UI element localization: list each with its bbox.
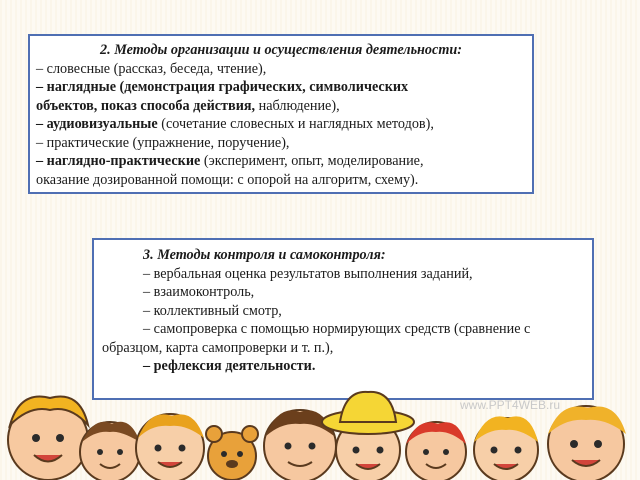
box2-line-mutual-control: – взаимоконтроль, bbox=[143, 284, 255, 300]
teddy-bear bbox=[206, 426, 258, 480]
box2-line-collective-review: – коллективный смотр, bbox=[143, 302, 282, 319]
control-methods-box bbox=[92, 238, 594, 400]
box1-visual-practical-bold: – наглядно-практические bbox=[36, 153, 201, 169]
box1-line-assistance: оказание дозированной помощи: с опорой на алгоритм, схему). bbox=[36, 171, 419, 188]
box1-visual-cont-rest: наблюдение), bbox=[255, 97, 340, 114]
box1-line-audiovisual bbox=[36, 115, 526, 134]
children-illustration bbox=[0, 380, 640, 480]
watermark-text: www.PPT4WEB.ru bbox=[460, 398, 561, 412]
kid-face-2 bbox=[80, 422, 140, 480]
box1-line-verbal: – словесные (рассказ, беседа, чтение), bbox=[36, 60, 267, 77]
kid-face-6 bbox=[406, 422, 466, 480]
organization-methods-box bbox=[28, 34, 534, 194]
box1-title: 2. Методы организации и осуществления деятельности: bbox=[100, 42, 462, 58]
kid-face-7 bbox=[474, 416, 538, 480]
box1-audiovisual-rest: (сочетание словесных и наглядных методов), bbox=[157, 116, 434, 132]
box2-line-verbal-assessment: – вербальная оценка результатов выполнения заданий, bbox=[143, 265, 473, 282]
box1-line-practical: – практические (упражнение, поручение), bbox=[36, 134, 290, 151]
box1-visual-bold: – наглядные (демонстрация графических, символических bbox=[36, 79, 409, 95]
kid-face-right bbox=[548, 406, 626, 480]
box2-line-reflection bbox=[102, 357, 584, 376]
box1-visual-cont-bold: объектов, показ способа действия, bbox=[36, 97, 256, 114]
kid-face-hat bbox=[322, 392, 414, 480]
box2-line-self-check: – самопроверка с помощью нормирующих средств (сравнение с образцом, карта самопроверки и т. п.), bbox=[102, 321, 531, 356]
box1-line-visual bbox=[36, 78, 526, 97]
box1-line-visual-practical bbox=[36, 152, 526, 171]
box1-visual-practical-rest: (эксперимент, опыт, моделирование, bbox=[200, 153, 424, 169]
box2-title: 3. Методы контроля и самоконтроля: bbox=[143, 247, 386, 263]
kid-face-3 bbox=[136, 414, 204, 480]
box1-line-visual-cont bbox=[36, 97, 526, 116]
box2-reflection-bold: – рефлексия деятельности. bbox=[143, 358, 316, 374]
box1-audiovisual-bold: – аудиовизуальные bbox=[36, 116, 158, 132]
kid-face-left bbox=[8, 397, 88, 480]
